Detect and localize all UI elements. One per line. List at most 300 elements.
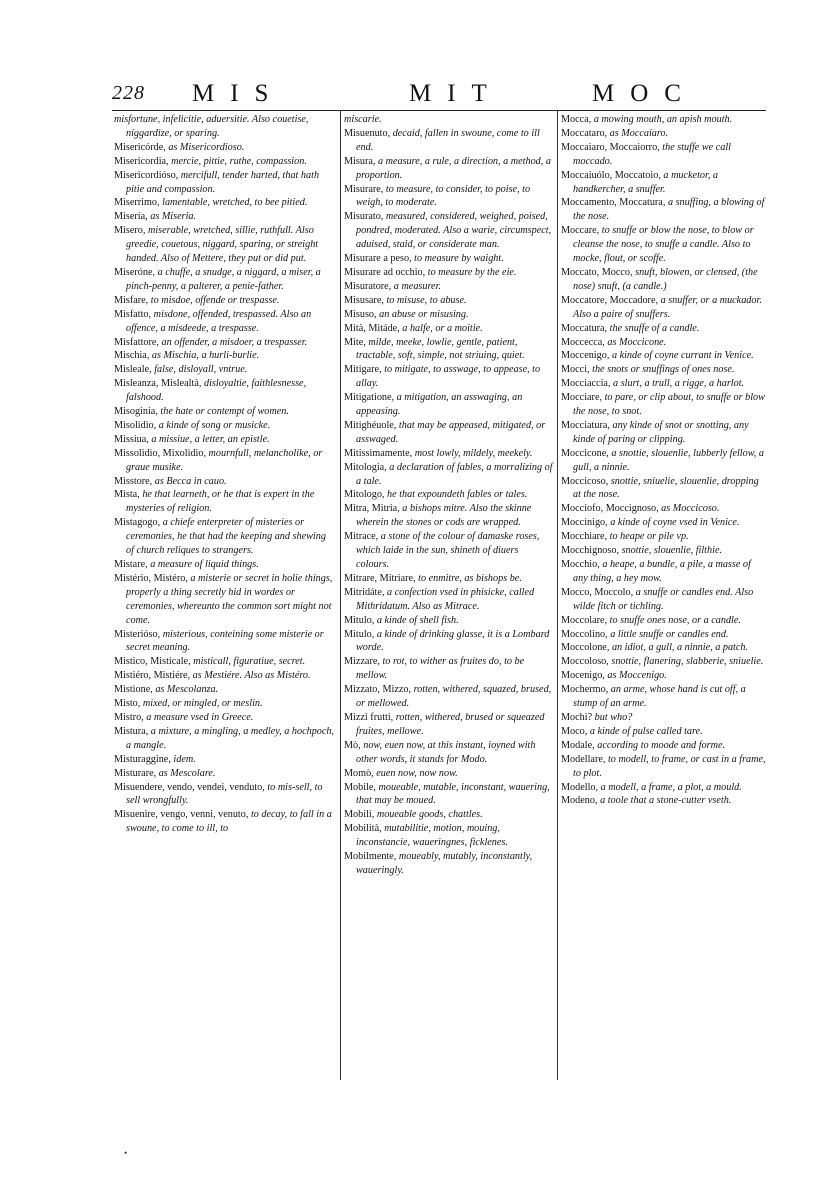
entry-headword: Momò, bbox=[344, 767, 374, 779]
dictionary-entry bbox=[344, 280, 554, 294]
dictionary-entry bbox=[114, 224, 336, 266]
dictionary-entry bbox=[114, 196, 336, 210]
entry-definition: he that expoundeth fables or tales. bbox=[387, 489, 528, 501]
dictionary-entry bbox=[344, 628, 554, 656]
entry-headword: Misurato, bbox=[344, 211, 384, 223]
entry-definition: to rot, to wither as fruites do, to be mellow. bbox=[356, 656, 525, 682]
entry-definition: a misterie or secret in holie things, properly a thing secretly hid in wordes or ceremonies, whereunto the common sort might not come. bbox=[126, 572, 333, 626]
entry-headword: Mochi? bbox=[561, 711, 593, 723]
dictionary-entry bbox=[344, 850, 554, 878]
entry-definition: measured, considered, weighed, poised, pondred, moderated. Also a warie, circumspect, aduised, staid, or considerate man. bbox=[356, 211, 552, 251]
dictionary-entry bbox=[561, 781, 766, 795]
entry-headword: Mobile, bbox=[344, 781, 376, 793]
dictionary-entry bbox=[344, 488, 554, 502]
entry-headword: Moccaiuólo, Moccatoio, bbox=[561, 169, 661, 181]
entry-headword: Moccicoso, bbox=[561, 475, 609, 487]
entry-headword: Mite, bbox=[344, 336, 366, 348]
entry-headword: Misuratore, bbox=[344, 280, 392, 292]
entry-definition: a bishops mitre. Also the skinne wherein the stones or cods are wrapped. bbox=[356, 503, 532, 529]
entry-definition: an abuse or misusing. bbox=[379, 308, 469, 320]
entry-headword: Misericordióso, bbox=[114, 169, 179, 181]
dictionary-entry bbox=[114, 753, 336, 767]
entry-definition: as Mescolanza. bbox=[155, 684, 219, 696]
entry-headword: Misuenuto, bbox=[344, 127, 391, 139]
dictionary-entry bbox=[561, 683, 766, 711]
entry-definition: to pare, or clip about, to snuffe or blow the nose, to snot. bbox=[573, 392, 765, 418]
dictionary-entry bbox=[561, 127, 766, 141]
entry-headword: Misfattore, bbox=[114, 336, 159, 348]
entry-headword: Misleale, bbox=[114, 364, 152, 376]
entry-definition: a measure of liquid things. bbox=[150, 559, 259, 570]
dictionary-entry bbox=[344, 127, 554, 155]
dictionary-entry bbox=[114, 349, 336, 363]
entry-definition: a little snuffe or candles end. bbox=[610, 628, 729, 640]
entry-headword: Mizzi frutti, bbox=[344, 711, 394, 723]
entry-headword: Mizzare, bbox=[344, 656, 380, 668]
entry-headword: Mistagogo, bbox=[114, 517, 161, 529]
entry-definition: as Miseria. bbox=[150, 211, 197, 223]
dictionary-entry bbox=[344, 391, 554, 419]
dictionary-entry bbox=[344, 739, 554, 767]
entry-headword: Misuso, bbox=[344, 308, 377, 320]
entry-definition: a stone of the colour of damaske roses, which laide in the sun, shineth of diuers colours. bbox=[356, 531, 540, 570]
dictionary-entry bbox=[344, 419, 554, 447]
entry-definition: mercie, pittie, ruthe, compassion. bbox=[171, 155, 307, 167]
dictionary-entry bbox=[114, 628, 336, 656]
dictionary-entry bbox=[344, 210, 554, 252]
dictionary-entry bbox=[114, 294, 336, 308]
entry-headword: Moccicone, bbox=[561, 447, 609, 459]
entry-definition: an idiot, a gull, a ninnie, a patch. bbox=[611, 642, 749, 654]
header-word-center: MIT bbox=[409, 80, 503, 107]
entry-headword: Mizzato, Mizzo, bbox=[344, 684, 412, 696]
entry-definition: a snottie, slouenlie, lubberly fellow, a gull, a ninnie. bbox=[573, 447, 764, 473]
entry-definition: moueable goods, chattles. bbox=[376, 809, 483, 821]
entry-definition: an arme, whose hand is cut off, a stump of an arme. bbox=[573, 684, 746, 710]
dictionary-entry bbox=[344, 294, 554, 308]
dictionary-entry bbox=[344, 461, 554, 489]
entry-headword: Moco, bbox=[561, 725, 588, 737]
entry-definition: to mitigate, to asswage, to appease, to allay. bbox=[356, 364, 541, 390]
entry-definition: a measure, a rule, a direction, a method, a proportion. bbox=[356, 155, 551, 181]
entry-headword: Misleanza, Mislealtà, bbox=[114, 378, 202, 390]
entry-headword: Mitologo, bbox=[344, 489, 385, 501]
dictionary-entry bbox=[561, 794, 766, 808]
entry-headword: Mità, Mitáde, bbox=[344, 322, 400, 334]
entry-headword: Moccoloso, bbox=[561, 656, 609, 668]
entry-headword: Misuendere, vendo, vendei, venduto, bbox=[114, 781, 265, 793]
dictionary-entry bbox=[561, 544, 766, 558]
entry-definition: a measurer. bbox=[393, 280, 441, 292]
entry-definition: as Mischia, a hurli-burlie. bbox=[151, 350, 260, 362]
entry-headword: Misoginia, bbox=[114, 406, 158, 418]
entry-definition: a kinde of coyne vsed in Venice. bbox=[610, 517, 740, 529]
entry-headword: Mocci, bbox=[561, 364, 590, 376]
entry-definition: snottie, sniuelie, slouenlie, dropping at the nose. bbox=[573, 475, 759, 501]
entry-headword: Moccinigo, bbox=[561, 517, 608, 529]
dictionary-entry bbox=[344, 572, 554, 586]
entry-definition: mercifull, tender harted, that hath pitie and compassion. bbox=[126, 169, 320, 195]
entry-headword: Mitulo, bbox=[344, 628, 375, 640]
entry-headword: Misolidio, bbox=[114, 419, 157, 431]
entry-headword: Mitologia, bbox=[344, 461, 387, 473]
entry-definition: a missiue, a letter, an epistle. bbox=[151, 433, 270, 445]
dictionary-entry bbox=[561, 725, 766, 739]
entry-definition: now, euen now, at this instant, ioyned with other words, it stands for Modo. bbox=[356, 739, 536, 765]
dictionary-entry bbox=[344, 363, 554, 391]
dictionary-entry bbox=[114, 572, 336, 628]
entry-headword: Moccolino, bbox=[561, 628, 608, 640]
entry-headword: Misterióso, bbox=[114, 628, 161, 640]
entry-headword: Misto, bbox=[114, 698, 141, 710]
entry-definition: a kinde of song or musicke. bbox=[158, 419, 271, 431]
dictionary-entry bbox=[561, 641, 766, 655]
entry-headword: Mitighéuole, bbox=[344, 419, 397, 431]
entry-headword: Moccecca, bbox=[561, 336, 605, 348]
header-word-right: MOC bbox=[592, 80, 697, 107]
dictionary-entry bbox=[561, 475, 766, 503]
dictionary-entry bbox=[344, 308, 554, 322]
page-number: 228 bbox=[112, 82, 145, 104]
dictionary-entry bbox=[114, 558, 336, 572]
entry-definition: as Mestiére. Also as Mistéro. bbox=[192, 670, 311, 682]
entry-headword: Modello, bbox=[561, 781, 599, 793]
column-center bbox=[344, 113, 554, 878]
entry-headword: Mocca, bbox=[561, 114, 592, 125]
dictionary-entry bbox=[114, 141, 336, 155]
dictionary-entry bbox=[114, 377, 336, 405]
header-word-left: MIS bbox=[192, 80, 285, 107]
entry-definition: lamentable, wretched, to bee pitied. bbox=[162, 197, 308, 209]
entry-definition: mutabilitie, motion, mouing, inconstancie, waueringnes, ficklenes. bbox=[356, 823, 508, 849]
dictionary-entry bbox=[344, 336, 554, 364]
dictionary-entry bbox=[344, 322, 554, 336]
entry-definition: a kinde of shell fish. bbox=[376, 614, 459, 626]
dictionary-entry bbox=[561, 169, 766, 197]
dictionary-entry bbox=[114, 711, 336, 725]
dictionary-entry bbox=[561, 669, 766, 683]
entry-headword: Mistico, Misticale, bbox=[114, 656, 191, 668]
dictionary-entry bbox=[344, 683, 554, 711]
entry-definition: to heape or pile vp. bbox=[609, 531, 689, 543]
entry-headword: Mischia, bbox=[114, 350, 150, 362]
entry-headword: Mista, bbox=[114, 489, 140, 501]
entry-definition: misterious, conteining some misterie or secret meaning. bbox=[126, 628, 324, 654]
entry-definition: the stuffe we call moccado. bbox=[573, 141, 732, 167]
entry-definition: an offender, a misdoer, a trespasser. bbox=[161, 336, 308, 348]
column-divider-left bbox=[340, 110, 341, 1080]
entry-headword: Mistare, bbox=[114, 559, 148, 570]
entry-definition: a snuffing, a blowing of the nose. bbox=[573, 197, 765, 223]
entry-definition: miscarie. bbox=[344, 114, 382, 125]
entry-headword: Misericordia, bbox=[114, 155, 169, 167]
entry-definition: milde, meeke, lowlie, gentle, patient, tractable, soft, simple, not striuing, quiet. bbox=[356, 336, 525, 362]
dictionary-entry bbox=[114, 475, 336, 489]
dictionary-entry bbox=[561, 363, 766, 377]
entry-headword: Mochermo, bbox=[561, 684, 609, 696]
dictionary-entry bbox=[114, 669, 336, 683]
entry-definition: as Moccicone. bbox=[607, 336, 667, 348]
entry-definition: a snuffer, or a muckador. Also a paire of snuffers. bbox=[573, 294, 762, 320]
dictionary-entry bbox=[114, 697, 336, 711]
dictionary-entry bbox=[561, 711, 766, 725]
entry-headword: Mistione, bbox=[114, 684, 153, 696]
entry-definition: misfortune, infelicitie, aduersitie. Also couetise, niggardize, or sparing. bbox=[114, 114, 309, 139]
entry-definition: to measure, to consider, to poise, to weigh, to moderate. bbox=[356, 183, 531, 209]
entry-definition: the snots or snuffings of ones nose. bbox=[592, 364, 735, 376]
entry-headword: Moccolare, bbox=[561, 614, 608, 626]
dictionary-entry bbox=[114, 767, 336, 781]
entry-definition: a chuffe, a snudge, a niggard, a miser, a pinch-penny, a palterer, a penie-father. bbox=[126, 266, 321, 292]
entry-headword: Mocchio, bbox=[561, 559, 600, 570]
dictionary-entry bbox=[561, 336, 766, 350]
entry-definition: a mowing mouth, an apish mouth. bbox=[593, 114, 733, 125]
entry-headword: Mocchignoso, bbox=[561, 545, 620, 557]
column-divider-right bbox=[557, 110, 558, 1080]
dictionary-entry bbox=[561, 753, 766, 781]
entry-definition: according to moode and forme. bbox=[597, 739, 726, 751]
dictionary-entry bbox=[561, 628, 766, 642]
entry-definition: decaid, fallen in swoune, come to ill end. bbox=[356, 127, 540, 153]
page-speck: • bbox=[124, 1148, 128, 1158]
dictionary-entry bbox=[561, 377, 766, 391]
entry-headword: Mocciaccia, bbox=[561, 378, 611, 390]
entry-definition: he that learneth, or he that is expert in the mysteries of religion. bbox=[126, 489, 315, 515]
entry-headword: Moccare, bbox=[561, 225, 600, 237]
entry-headword: Mitulo, bbox=[344, 614, 375, 626]
entry-headword: Moccolone, bbox=[561, 642, 610, 654]
entry-headword: Mitrace, bbox=[344, 531, 379, 543]
entry-definition: a heape, a bundle, a pile, a masse of any thing, a hey mow. bbox=[573, 559, 751, 584]
dictionary-entry bbox=[561, 322, 766, 336]
entry-definition: snottie, flanering, slabberie, sniuelie. bbox=[611, 656, 764, 668]
dictionary-entry bbox=[114, 405, 336, 419]
dictionary-entry bbox=[561, 502, 766, 516]
entry-definition: a toole that a stone-cutter vseth. bbox=[600, 795, 732, 807]
entry-definition: a declaration of fables, a morralizing of a tale. bbox=[356, 461, 553, 487]
entry-headword: Misturare, bbox=[114, 767, 157, 779]
entry-definition: a slurt, a trull, a rigge, a harlot. bbox=[613, 378, 745, 390]
dictionary-entry bbox=[114, 683, 336, 697]
dictionary-entry bbox=[561, 655, 766, 669]
dictionary-entry bbox=[344, 808, 554, 822]
entry-headword: Misfatto, bbox=[114, 308, 152, 320]
entry-definition: to mis-sell, to sell wrongfully. bbox=[126, 781, 323, 807]
entry-definition: a chiefe enterpreter of misteries or ceremonies, he that had the keeping and shewing of church reliques to strangers. bbox=[126, 517, 326, 557]
entry-headword: Mocchiare, bbox=[561, 531, 608, 543]
dictionary-entry bbox=[344, 781, 554, 809]
entry-definition: a mitigation, an asswaging, an appeasing. bbox=[356, 392, 523, 418]
dictionary-entry bbox=[114, 113, 336, 141]
dictionary-entry bbox=[561, 224, 766, 266]
entry-headword: Mitigare, bbox=[344, 364, 382, 376]
running-header bbox=[112, 80, 766, 111]
entry-definition: to measure by waight. bbox=[414, 253, 504, 265]
dictionary-entry bbox=[114, 488, 336, 516]
entry-headword: Modale, bbox=[561, 739, 595, 751]
entry-headword: Misfare, bbox=[114, 294, 149, 306]
entry-definition: a kinde of drinking glasse, it is a Lombard worde. bbox=[356, 628, 550, 654]
entry-definition: disloyaltie, faithlesnesse, falshood. bbox=[126, 378, 307, 404]
entry-headword: Mocciofo, Moccignoso, bbox=[561, 503, 659, 515]
entry-headword: Misurare a peso, bbox=[344, 253, 412, 265]
entry-headword: Mistura, bbox=[114, 725, 149, 737]
dictionary-entry bbox=[344, 502, 554, 530]
entry-definition: snottie, slouenlie, filthie. bbox=[621, 545, 723, 557]
entry-definition: a mucketor, a handkercher, a snuffer. bbox=[573, 169, 719, 195]
dictionary-entry bbox=[114, 155, 336, 169]
dictionary-page bbox=[112, 80, 766, 1080]
entry-definition: most lowly, mildely, meekely. bbox=[414, 447, 533, 459]
entry-headword: Mocciatura, bbox=[561, 419, 610, 431]
dictionary-entry bbox=[561, 391, 766, 419]
entry-headword: Mocciare, bbox=[561, 392, 603, 404]
entry-headword: Misusare, bbox=[344, 294, 384, 306]
dictionary-entry bbox=[561, 294, 766, 322]
entry-headword: Mitra, Mitria, bbox=[344, 503, 400, 515]
column-right bbox=[561, 113, 766, 808]
entry-definition: false, disloyall, vntrue. bbox=[154, 364, 248, 376]
entry-definition: to misdoe, offende or trespasse. bbox=[150, 294, 280, 306]
entry-definition: misdone, offended, trespassed. Also an offence, a misdeede, a trespasse. bbox=[126, 308, 312, 334]
entry-definition: snuft, blowen, or clensed, (the nose) snuft, (a candle.) bbox=[573, 266, 758, 292]
entry-definition: as Moccenigo. bbox=[607, 670, 667, 682]
entry-definition: a snuffe or candles end. Also wilde fitch or tichling. bbox=[573, 586, 754, 612]
dictionary-entry bbox=[344, 447, 554, 461]
entry-definition: idem. bbox=[173, 753, 196, 765]
dictionary-entry bbox=[561, 266, 766, 294]
entry-headword: Mitridáte, bbox=[344, 586, 385, 598]
entry-definition: a confection vsed in phisicke, called Mithridatum. Also as Mitrace. bbox=[356, 586, 535, 612]
entry-definition: rotten, withered, brused or squeazed fruites, mellowe. bbox=[356, 711, 545, 737]
entry-headword: Misericórde, bbox=[114, 141, 166, 153]
entry-headword: Mobilmente, bbox=[344, 851, 397, 863]
entry-definition: to modell, to frame, or cast in a frame, to plot. bbox=[573, 753, 766, 779]
entry-definition: to snuffe ones nose, or a candle. bbox=[609, 614, 741, 626]
entry-headword: Mobili, bbox=[344, 809, 375, 821]
entry-headword: Mistiéro, Mistiére, bbox=[114, 670, 191, 682]
dictionary-entry bbox=[114, 210, 336, 224]
entry-definition: mixed, or mingled, or meslin. bbox=[142, 698, 263, 710]
dictionary-entry bbox=[561, 196, 766, 224]
entry-headword: Modellare, bbox=[561, 753, 606, 765]
dictionary-entry bbox=[114, 363, 336, 377]
entry-definition: to misuse, to abuse. bbox=[386, 294, 467, 306]
dictionary-entry bbox=[561, 419, 766, 447]
entry-definition: that may be appeased, mitigated, or asswaged. bbox=[356, 419, 546, 445]
entry-headword: Mitigatione, bbox=[344, 392, 395, 404]
entry-headword: Misero, bbox=[114, 225, 146, 237]
dictionary-entry bbox=[114, 655, 336, 669]
entry-headword: Moccamento, Moccatura, bbox=[561, 197, 666, 209]
entry-headword: Moccatura, bbox=[561, 322, 608, 334]
entry-headword: Mocco, Moccolo, bbox=[561, 586, 634, 598]
entry-headword: Moccato, Mocco, bbox=[561, 266, 633, 278]
entry-definition: moueable, mutable, inconstant, wauering, that may be moued. bbox=[356, 781, 550, 807]
dictionary-entry bbox=[561, 516, 766, 530]
entry-headword: Misurare, bbox=[344, 183, 384, 195]
column-left bbox=[114, 113, 336, 836]
entry-headword: Mistério, Mistéro, bbox=[114, 572, 188, 584]
entry-definition: to enmitre, as bishops be. bbox=[418, 572, 522, 584]
entry-headword: Missolidio, Mixolidio, bbox=[114, 447, 206, 459]
dictionary-entry bbox=[344, 530, 554, 572]
dictionary-entry bbox=[344, 113, 554, 127]
entry-headword: Misstore, bbox=[114, 475, 153, 487]
entry-definition: as Mescolare. bbox=[158, 767, 216, 779]
dictionary-entry bbox=[114, 516, 336, 558]
entry-headword: Misturaggine, bbox=[114, 753, 171, 765]
entry-headword: Mitrare, Mitriare, bbox=[344, 572, 416, 584]
entry-headword: Misuenire, vengo, venni, venuto, bbox=[114, 809, 249, 821]
entry-headword: Mobilità, bbox=[344, 823, 382, 835]
dictionary-entry bbox=[114, 169, 336, 197]
entry-definition: a mixture, a mingling, a medley, a hochpoch, a mangle. bbox=[126, 725, 335, 751]
entry-headword: Mitissimamente, bbox=[344, 447, 413, 459]
entry-headword: Misurare ad occhio, bbox=[344, 266, 426, 278]
entry-definition: but who? bbox=[594, 711, 633, 723]
entry-definition: any kinde of snot or snotting, any kinde of paring or clipping. bbox=[573, 419, 749, 445]
entry-definition: a measure vsed in Greece. bbox=[146, 711, 254, 723]
entry-headword: Misería, bbox=[114, 211, 148, 223]
entry-headword: Miserrimo, bbox=[114, 197, 160, 209]
dictionary-entry bbox=[114, 808, 336, 836]
dictionary-entry bbox=[344, 266, 554, 280]
dictionary-entry bbox=[344, 822, 554, 850]
entry-definition: mournfull, melancholike, or graue musike. bbox=[126, 447, 323, 473]
dictionary-entry bbox=[561, 739, 766, 753]
entry-definition: as Moccaiaro. bbox=[609, 127, 669, 139]
entry-definition: as Moccicoso. bbox=[661, 503, 720, 515]
entry-headword: Modeno, bbox=[561, 795, 598, 807]
dictionary-entry bbox=[344, 711, 554, 739]
dictionary-entry bbox=[114, 336, 336, 350]
dictionary-entry bbox=[114, 308, 336, 336]
dictionary-entry bbox=[114, 419, 336, 433]
dictionary-entry bbox=[561, 447, 766, 475]
entry-definition: to snuffe or blow the nose, to blow or cleanse the nose, to snuffe a candle. Also to mocke, flout, or scoffe. bbox=[573, 225, 754, 265]
dictionary-entry bbox=[561, 530, 766, 544]
entry-definition: misticall, figuratiue, secret. bbox=[193, 656, 306, 668]
entry-headword: Misura, bbox=[344, 155, 376, 167]
dictionary-entry bbox=[344, 655, 554, 683]
entry-definition: a modell, a frame, a plot, a mould. bbox=[600, 781, 742, 793]
entry-definition: the snuffe of a candle. bbox=[609, 322, 700, 334]
dictionary-entry bbox=[344, 183, 554, 211]
dictionary-entry bbox=[561, 586, 766, 614]
dictionary-entry bbox=[561, 349, 766, 363]
entry-definition: miserable, wretched, sillie, ruthfull. Also greedie, couetous, niggard, sparing, or streight handed. Also of Mettere, they put or did put. bbox=[126, 225, 319, 265]
entry-definition: to measure by the eie. bbox=[427, 266, 517, 278]
dictionary-entry bbox=[114, 433, 336, 447]
dictionary-entry bbox=[344, 614, 554, 628]
entry-definition: euen now, now now. bbox=[376, 767, 458, 779]
dictionary-entry bbox=[344, 155, 554, 183]
entry-headword: Moccatore, Moccadore, bbox=[561, 294, 659, 306]
entry-headword: Missiua, bbox=[114, 433, 149, 445]
dictionary-entry bbox=[114, 266, 336, 294]
dictionary-entry bbox=[114, 725, 336, 753]
dictionary-entry bbox=[344, 252, 554, 266]
dictionary-entry bbox=[114, 781, 336, 809]
entry-headword: Mò, bbox=[344, 739, 361, 751]
entry-definition: a halfe, or a moitie. bbox=[402, 322, 483, 334]
entry-headword: Mistro, bbox=[114, 711, 144, 723]
dictionary-entry bbox=[344, 586, 554, 614]
entry-headword: Moccenigo, bbox=[561, 350, 610, 362]
dictionary-entry bbox=[561, 614, 766, 628]
entry-definition: rotten, withered, squazed, brused, or mellowed. bbox=[356, 684, 552, 710]
